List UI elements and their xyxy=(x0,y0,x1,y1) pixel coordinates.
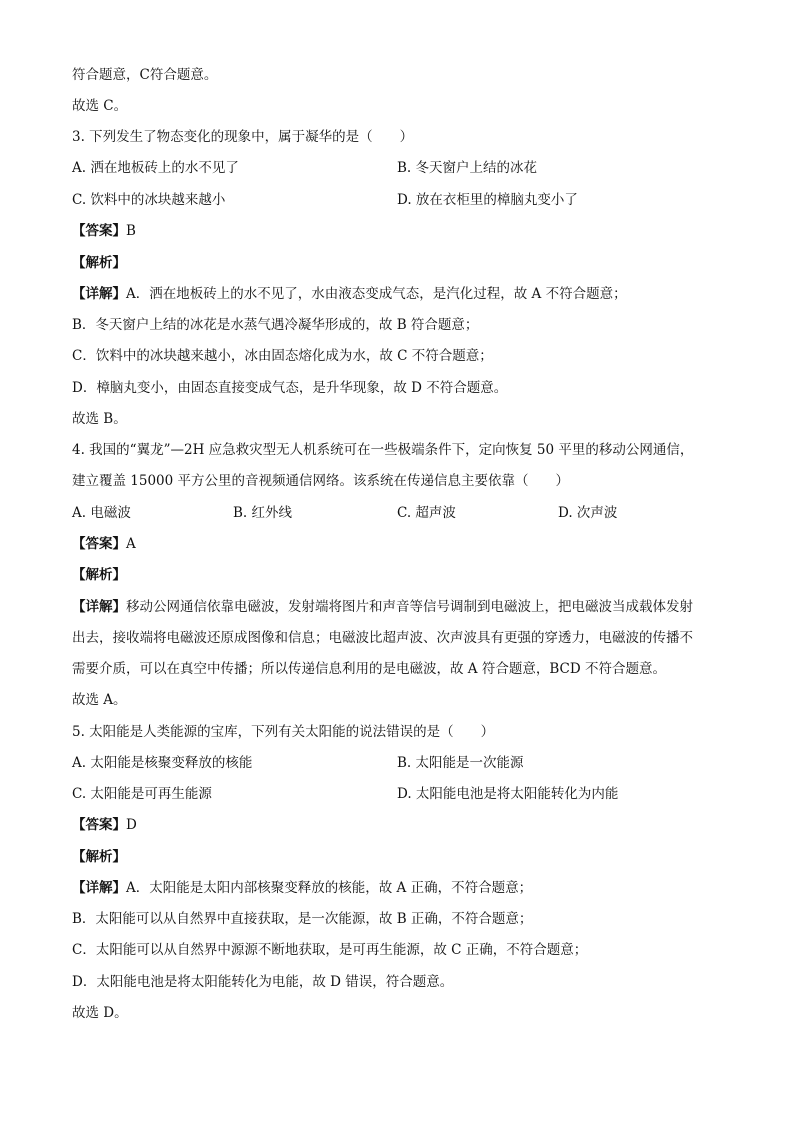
question-3-stem: 3. 下列发生了物态变化的现象中，属于凝华的是（ ） xyxy=(72,129,414,145)
question-4-detail-line: 出去，接收端将电磁波还原成图像和信息；电磁波比超声波、次声波具有更强的穿透力，电磁波的传播不 xyxy=(72,630,693,646)
question-5-stem: 5. 太阳能是人类能源的宝库，下列有关太阳能的说法错误的是（ ） xyxy=(72,724,495,740)
question-3-detail-line: D．樟脑丸变小，由固态直接变成气态，是升华现象，故 D 不符合题意。 xyxy=(72,380,508,396)
answer-label: 【答案】 xyxy=(72,536,126,552)
question-3-option-d: D. 放在衣柜里的樟脑丸变小了 xyxy=(397,192,578,208)
detail-label: 【详解】 xyxy=(72,880,126,896)
answer-value: D xyxy=(126,817,137,833)
question-4-option-c: C. 超声波 xyxy=(397,505,456,521)
text-line: 符合题意，C符合题意。 xyxy=(72,67,218,83)
answer-value: B xyxy=(126,223,136,239)
question-5-analysis-label: 【解析】 xyxy=(72,849,126,865)
question-4-detail-line xyxy=(72,598,732,616)
question-4-option-b: B. 红外线 xyxy=(233,505,293,521)
question-4-answer xyxy=(72,535,732,553)
question-5-option-b: B. 太阳能是一次能源 xyxy=(397,755,524,771)
question-5-detail-line: C．太阳能可以从自然界中源源不断地获取，是可再生能源，故 C 正确，不符合题意； xyxy=(72,942,588,958)
text-line: 故选 C。 xyxy=(72,98,128,114)
question-5-option-a: A. 太阳能是核聚变释放的核能 xyxy=(72,755,253,771)
answer-label: 【答案】 xyxy=(72,817,126,833)
answer-value: A xyxy=(126,536,136,552)
question-5-option-c: C. 太阳能是可再生能源 xyxy=(72,786,212,802)
question-3-option-a: A. 洒在地板砖上的水不见了 xyxy=(72,160,239,176)
detail-label: 【详解】 xyxy=(72,599,126,615)
question-5-detail-line: D．太阳能电池是将太阳能转化为电能，故 D 错误，符合题意。 xyxy=(72,974,454,990)
question-3-answer xyxy=(72,222,732,240)
detail-text: A．洒在地板砖上的水不见了，水由液态变成气态，是汽化过程，故 A 不符合题意； xyxy=(126,286,627,302)
question-5-answer xyxy=(72,816,732,834)
question-3-detail-line: C．饮料中的冰块越来越小，冰由固态熔化成为水，故 C 不符合题意； xyxy=(72,348,493,364)
detail-text: 移动公网通信依靠电磁波，发射端将图片和声音等信号调制到电磁波上，把电磁波当成载体发射 xyxy=(126,599,693,615)
question-3-analysis-label: 【解析】 xyxy=(72,255,126,271)
question-4-analysis-label: 【解析】 xyxy=(72,567,126,583)
question-5-option-d: D. 太阳能电池是将太阳能转化为内能 xyxy=(397,786,619,802)
question-4-option-a: A. 电磁波 xyxy=(72,505,131,521)
detail-label: 【详解】 xyxy=(72,286,126,302)
question-5-choose: 故选 D。 xyxy=(72,1005,128,1021)
question-3-detail-line xyxy=(72,285,732,303)
question-4-option-d: D. 次声波 xyxy=(558,505,618,521)
question-4-detail-line: 需要介质，可以在真空中传播；所以传递信息利用的是电磁波，故 A 符合题意，BCD 不符合题意。 xyxy=(72,661,666,677)
question-3-option-b: B. 冬天窗户上结的冰花 xyxy=(397,160,538,176)
question-4-choose: 故选 A。 xyxy=(72,692,127,708)
question-3-detail-line: B．冬天窗户上结的冰花是水蒸气遇冷凝华形成的，故 B 符合题意； xyxy=(72,317,479,333)
question-5-detail-line: B．太阳能可以从自然界中直接获取，是一次能源，故 B 正确，不符合题意； xyxy=(72,911,533,927)
question-4-stem: 建立覆盖 15000 平方公里的音视频通信网络。该系统在传递信息主要依靠（ ） xyxy=(72,473,570,489)
question-4-stem: 4. 我国的“翼龙”—2H 应急救灾型无人机系统可在一些极端条件下，定向恢复 50 平里的移动公网通信， xyxy=(72,442,694,458)
question-3-choose: 故选 B。 xyxy=(72,411,127,427)
question-3-option-c: C. 饮料中的冰块越来越小 xyxy=(72,192,226,208)
answer-label: 【答案】 xyxy=(72,223,126,239)
detail-text: A．太阳能是太阳内部核聚变释放的核能，故 A 正确，不符合题意； xyxy=(126,880,533,896)
question-5-detail-line xyxy=(72,879,732,897)
